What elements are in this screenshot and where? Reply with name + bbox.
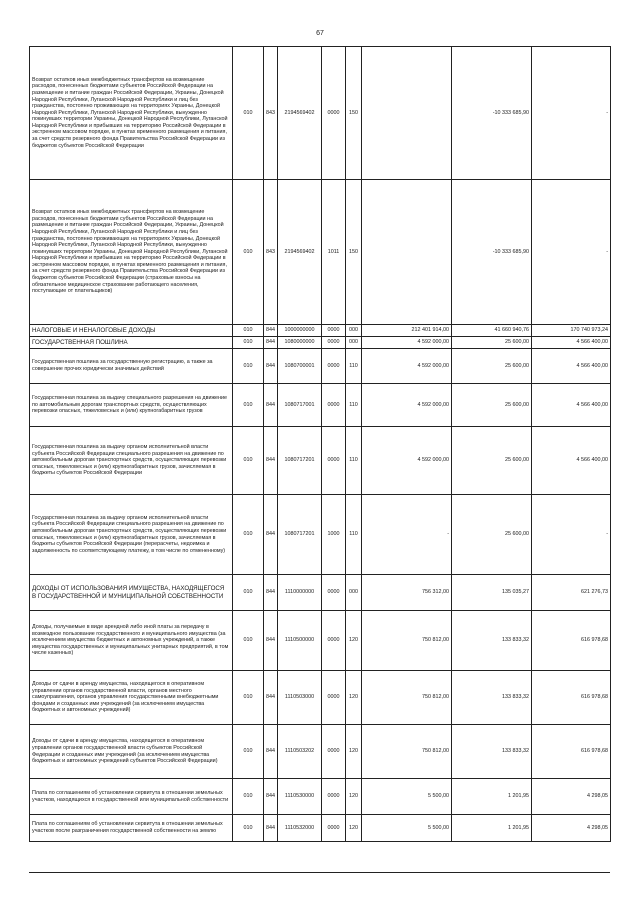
approved-amount: 756 312,00 (362, 575, 452, 611)
code-income: 1080717201 (278, 495, 322, 575)
executed-amount: 25 600,00 (452, 349, 532, 384)
code-kosgu: 000 (346, 325, 362, 337)
approved-amount: 4 592 000,00 (362, 349, 452, 384)
code-income: 1110503000 (278, 671, 322, 725)
approved-amount: 4 592 000,00 (362, 427, 452, 495)
code-admin: 844 (264, 495, 278, 575)
code-line: 010 (233, 815, 264, 842)
code-admin: 843 (264, 47, 278, 180)
code-income: 1000000000 (278, 325, 322, 337)
code-sub: 0000 (322, 671, 346, 725)
approved-amount: 750 812,00 (362, 671, 452, 725)
remaining-amount: 4 566 400,00 (532, 384, 611, 427)
code-admin: 843 (264, 180, 278, 325)
code-sub: 0000 (322, 575, 346, 611)
code-income: 1110500000 (278, 611, 322, 671)
code-sub: 0000 (322, 427, 346, 495)
executed-amount: 25 600,00 (452, 495, 532, 575)
remaining-amount: - (532, 47, 611, 180)
row-description: Возврат остатков иных межбюджетных трансфертов на возмещение расходов, понесенных бюджетами субъектов Российской Федерации на размещение и питание граждан Российской Федерации, Украины, Донецкой Народной Республики, Луганской Народной Республики и лиц без гражданства, постоянно проживающих на территориях Украины, Донецкой Народной Республики, Луганской Народной Республики, вынужденно покинувших территории Украины, Донецкой Народной Республики, Луганской Народной Республики и прибывших на территорию Российской Федерации в экстренном массовом порядке, в пунктах временного размещения и питания, за счет средств резервного фонда Правительства Российской Федерации из бюджетов субъектов Российской Федерации (страховые взносы на обязательное медицинское страхование работающего населения, поступающие от плательщиков) (30, 180, 233, 325)
table-row (30, 779, 611, 815)
code-income: 1080717201 (278, 427, 322, 495)
page-number: 67 (316, 30, 324, 37)
remaining-amount: 616 978,68 (532, 725, 611, 779)
code-income: 1110503202 (278, 725, 322, 779)
code-line: 010 (233, 495, 264, 575)
code-admin: 844 (264, 427, 278, 495)
page-bottom-rule (29, 872, 610, 873)
remaining-amount: 4 298,05 (532, 779, 611, 815)
code-line: 010 (233, 325, 264, 337)
executed-amount: 25 600,00 (452, 337, 532, 349)
code-line: 010 (233, 725, 264, 779)
code-income: 1110000000 (278, 575, 322, 611)
executed-amount: 135 035,27 (452, 575, 532, 611)
code-kosgu: 000 (346, 575, 362, 611)
approved-amount (362, 180, 452, 325)
code-sub: 0000 (322, 815, 346, 842)
remaining-amount: 616 978,68 (532, 671, 611, 725)
code-admin: 844 (264, 725, 278, 779)
remaining-amount: 4 566 400,00 (532, 427, 611, 495)
table-row (30, 180, 611, 325)
code-admin: 844 (264, 325, 278, 337)
approved-amount: 5 500,00 (362, 815, 452, 842)
executed-amount: 1 201,95 (452, 815, 532, 842)
approved-amount: 750 812,00 (362, 611, 452, 671)
code-kosgu: 120 (346, 779, 362, 815)
code-sub: 1000 (322, 495, 346, 575)
executed-amount: 133 833,32 (452, 671, 532, 725)
row-description: Доходы, получаемые в виде арендной либо иной платы за передачу в возмездное пользование государственного и муниципального имущества (за исключением имущества бюджетных и автономных учреждений, а также имущества государственных и муниципальных унитарных предприятий, в том числе казенных) (30, 611, 233, 671)
code-admin: 844 (264, 779, 278, 815)
code-kosgu: 150 (346, 180, 362, 325)
code-sub: 0000 (322, 779, 346, 815)
row-description: Государственная пошлина за выдачу специального разрешения на движение по автомобильным дорогам транспортных средств, осуществляющих перевозки опасных, тяжеловесных и (или) крупногабаритных грузов (30, 384, 233, 427)
code-line: 010 (233, 384, 264, 427)
code-income: 1080717001 (278, 384, 322, 427)
executed-amount: 133 833,32 (452, 725, 532, 779)
code-kosgu: 110 (346, 349, 362, 384)
executed-amount: -10 333 685,90 (452, 47, 532, 180)
code-kosgu: 150 (346, 47, 362, 180)
code-line: 010 (233, 575, 264, 611)
code-admin: 844 (264, 671, 278, 725)
code-line: 010 (233, 337, 264, 349)
remaining-amount: - (532, 495, 611, 575)
code-line: 010 (233, 349, 264, 384)
table-row (30, 349, 611, 384)
code-line: 010 (233, 427, 264, 495)
table-row (30, 611, 611, 671)
approved-amount: 4 592 000,00 (362, 337, 452, 349)
table-row (30, 725, 611, 779)
row-description: Доходы от сдачи в аренду имущества, находящегося в оперативном управлении органов государственной власти субъектов Российской Федерации и созданных ими учреждений (за исключением имущества бюджетных и автономных учреждений субъектов Российской Федерации) (30, 725, 233, 779)
row-description: Доходы от сдачи в аренду имущества, находящегося в оперативном управлении органов государственной власти, органов местного самоуправления, органов управления государственными внебюджетными фондами и созданных ими учреждений (за исключением имущества бюджетных и автономных учреждений) (30, 671, 233, 725)
code-admin: 844 (264, 384, 278, 427)
remaining-amount: 4 566 400,00 (532, 337, 611, 349)
code-line: 010 (233, 671, 264, 725)
approved-amount: 750 812,00 (362, 725, 452, 779)
executed-amount: 41 660 940,76 (452, 325, 532, 337)
code-income: 1080000000 (278, 337, 322, 349)
remaining-amount: 4 566 400,00 (532, 349, 611, 384)
executed-amount: -10 333 685,90 (452, 180, 532, 325)
code-sub: 1011 (322, 180, 346, 325)
code-sub: 0000 (322, 47, 346, 180)
approved-amount: - (362, 495, 452, 575)
approved-amount (362, 47, 452, 180)
table-row (30, 47, 611, 180)
code-kosgu: 120 (346, 611, 362, 671)
row-description: ГОСУДАРСТВЕННАЯ ПОШЛИНА (30, 337, 233, 349)
code-admin: 844 (264, 815, 278, 842)
remaining-amount: 170 740 973,24 (532, 325, 611, 337)
budget-table (29, 46, 611, 842)
code-line: 010 (233, 180, 264, 325)
approved-amount: 212 401 914,00 (362, 325, 452, 337)
code-line: 010 (233, 47, 264, 180)
row-description: Государственная пошлина за государственную регистрацию, а также за совершение прочих юридически значимых действий (30, 349, 233, 384)
code-kosgu: 120 (346, 725, 362, 779)
code-kosgu: 120 (346, 671, 362, 725)
code-sub: 0000 (322, 337, 346, 349)
row-description: НАЛОГОВЫЕ И НЕНАЛОГОВЫЕ ДОХОДЫ (30, 325, 233, 337)
code-income: 2194569402 (278, 47, 322, 180)
code-kosgu: 120 (346, 815, 362, 842)
code-income: 1110532000 (278, 815, 322, 842)
table-row (30, 337, 611, 349)
code-sub: 0000 (322, 384, 346, 427)
code-admin: 844 (264, 337, 278, 349)
row-description: Государственная пошлина за выдачу органом исполнительной власти субъекта Российской Федерации специального разрешения на движение по автомобильным дорогам транспортных средств, осуществляющих перевозки опасных, тяжеловесных и (или) крупногабаритных грузов, зачисляемая в бюджеты субъектов Российской Федерации (перерасчеты, недоимка и задолженность по соответствующему платежу, в том числе по отмененному) (30, 495, 233, 575)
code-sub: 0000 (322, 611, 346, 671)
code-line: 010 (233, 779, 264, 815)
remaining-amount: - (532, 180, 611, 325)
table-row (30, 495, 611, 575)
approved-amount: 4 592 000,00 (362, 384, 452, 427)
remaining-amount: 616 978,68 (532, 611, 611, 671)
remaining-amount: 4 298,05 (532, 815, 611, 842)
code-income: 1110530000 (278, 779, 322, 815)
code-income: 1080700001 (278, 349, 322, 384)
table-row (30, 384, 611, 427)
code-sub: 0000 (322, 325, 346, 337)
table-row (30, 575, 611, 611)
executed-amount: 133 833,32 (452, 611, 532, 671)
executed-amount: 25 600,00 (452, 427, 532, 495)
table-row (30, 815, 611, 842)
code-kosgu: 110 (346, 495, 362, 575)
row-description: ДОХОДЫ ОТ ИСПОЛЬЗОВАНИЯ ИМУЩЕСТВА, НАХОДЯЩЕГОСЯ В ГОСУДАРСТВЕННОЙ И МУНИЦИПАЛЬНОЙ СОБСТВЕННОСТИ (30, 575, 233, 611)
row-description: Плата по соглашениям об установлении сервитута в отношении земельных участков, находящихся в государственной или муниципальной собственности (30, 779, 233, 815)
table-row (30, 325, 611, 337)
code-income: 2194569402 (278, 180, 322, 325)
code-line: 010 (233, 611, 264, 671)
executed-amount: 25 600,00 (452, 384, 532, 427)
table-row (30, 427, 611, 495)
code-kosgu: 110 (346, 427, 362, 495)
row-description: Возврат остатков иных межбюджетных трансфертов на возмещение расходов, понесенных бюджетами субъектов Российской Федерации на размещение и питание граждан Российской Федерации, Украины, Донецкой Народной Республики, Луганской Народной Республики и лиц без гражданства, постоянно проживающих на территориях Украины, Донецкой Народной Республики, Луганской Народной Республики, вынужденно покинувших территории Украины, Донецкой Народной Республики, Луганской Народной Республики и прибывших на территорию Российской Федерации в экстренном массовом порядке, в пунктах временного размещения и питания, за счет средств резервного фонда Правительства Российской Федерации из бюджетов субъектов Российской Федерации (30, 47, 233, 180)
code-admin: 844 (264, 575, 278, 611)
code-admin: 844 (264, 349, 278, 384)
remaining-amount: 621 276,73 (532, 575, 611, 611)
row-description: Плата по соглашениям об установлении сервитута в отношении земельных участков после разграничения государственной собственности на землю (30, 815, 233, 842)
code-sub: 0000 (322, 349, 346, 384)
executed-amount: 1 201,95 (452, 779, 532, 815)
approved-amount: 5 500,00 (362, 779, 452, 815)
row-description: Государственная пошлина за выдачу органом исполнительной власти субъекта Российской Федерации специального разрешения на движение по автомобильным дорогам транспортных средств, осуществляющих перевозки опасных, тяжеловесных и (или) крупногабаритных грузов, зачисляемая в бюджеты субъектов Российской Федерации (30, 427, 233, 495)
code-sub: 0000 (322, 725, 346, 779)
code-admin: 844 (264, 611, 278, 671)
code-kosgu: 110 (346, 384, 362, 427)
code-kosgu: 000 (346, 337, 362, 349)
table-row (30, 671, 611, 725)
